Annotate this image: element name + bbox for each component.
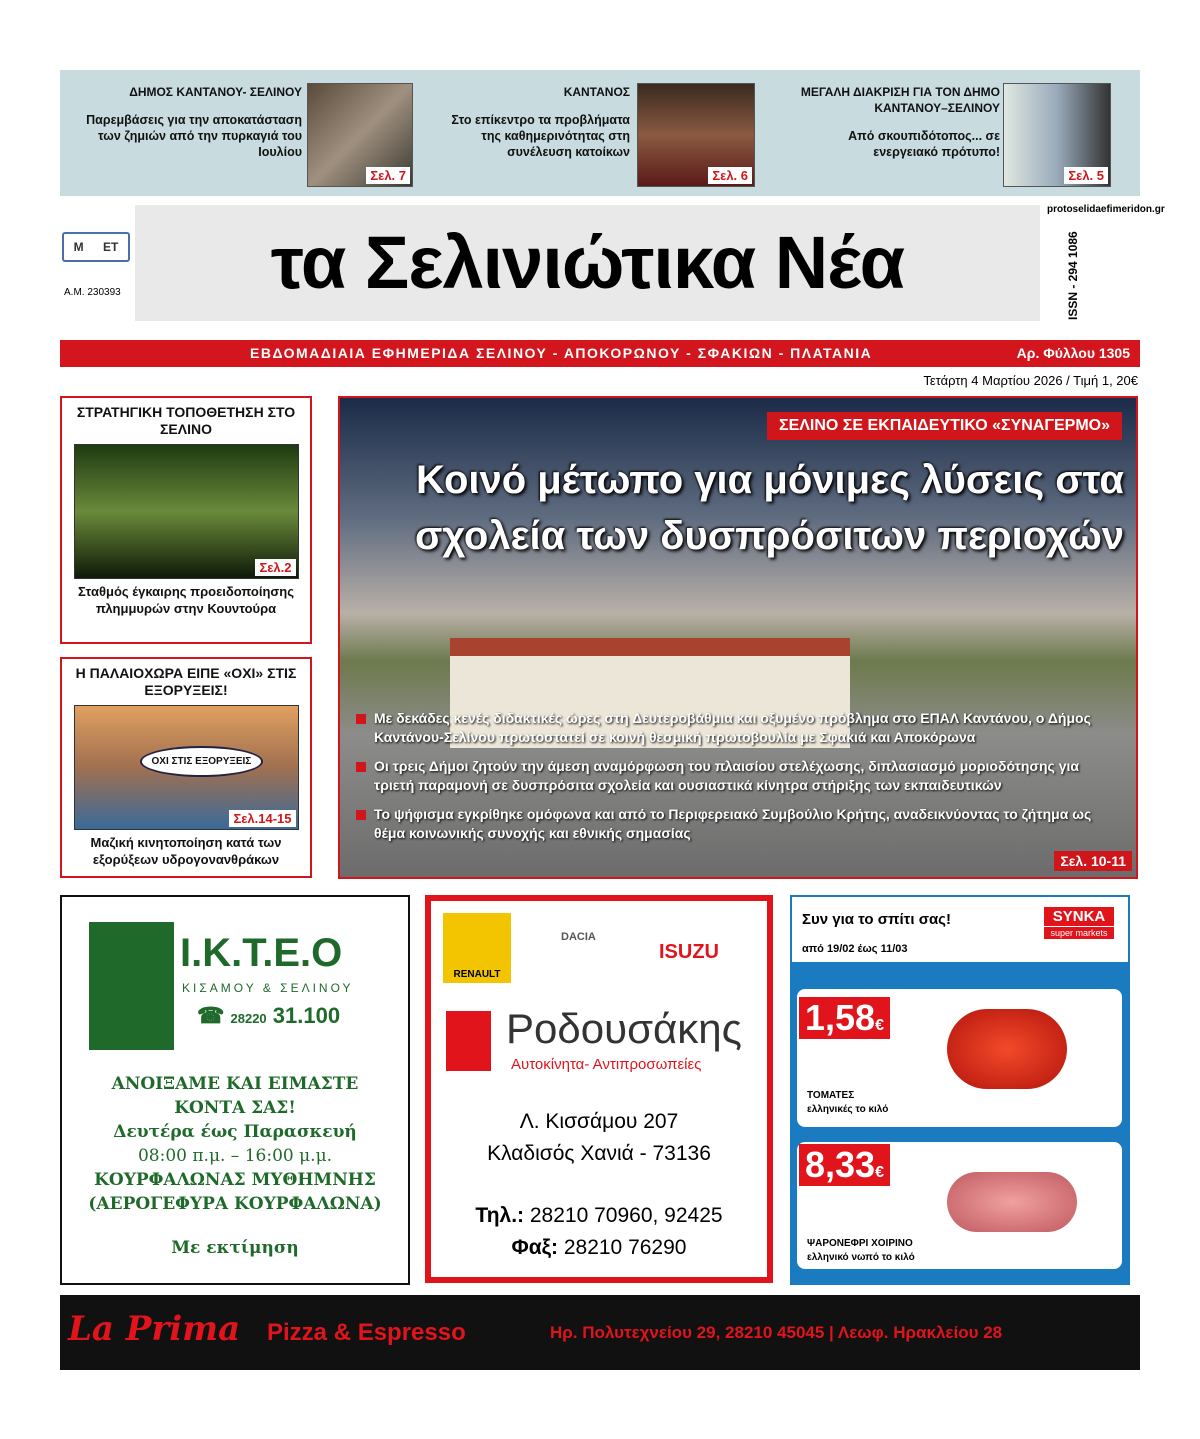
side-story-2-image: ΟΧΙ ΣΤΙΣ ΕΞΟΡΥΞΕΙΣ Σελ.14-15	[74, 705, 299, 830]
teaser-2[interactable]: ΚΑΝΤΑΝΟΣ Στο επίκεντρο τα προβλήματα της καθημερινότητας στη συνέλευση κατοίκων	[451, 85, 630, 159]
side-story-2[interactable]: Η ΠΑΛΑΙΟΧΩΡΑ ΕΙΠΕ «ΟΧΙ» ΣΤΙΣ ΕΞΟΡΥΞΕΙΣ! ΟΧΙ ΣΤΙΣ ΕΞΟΡΥΞΕΙΣ Σελ.14-15 Μαζική κινητοποίηση κατά των εξορύξεων υδρογονανθράκων	[60, 657, 312, 878]
lead-story[interactable]: ΣΕΛΙΝΟ ΣΕ ΕΚΠΑΙΔΕΥΤΙΚΟ «ΣΥΝΑΓΕΡΜΟ» Κοινό μέτωπο για μόνιμες λύσεις στα σχολεία των δυσπρόσιτων περιοχών Με δεκάδες κενές διδακτικές ώρες στη Δευτεροβάθμια και οξυμένο πρόβλημα στο ΕΠΑΛ Καντάνου, ο Δήμος Καντάνου-Σελίνου πρωτοστατεί σε κοινή θεσμική πρωτοβουλία με Σφακιά και Αποκόρωνα Οι τρεις Δήμοι ζητούν την άμεση αναμόρφωση του πλαισίου στελέχωσης, διπλασιασμό μοριοδότησης για τριετή παραμονή σε δυσπρόσιτα σχολεία και ουσιαστικά κίνητρα στήριξης των εκπαιδευτικών Το ψήφισμα εγκρίθηκε ομόφωνα και από το Περιφερειακό Συμβούλιο Κρήτης, αναδεικνύοντας το ζήτημα ως θέμα κοινωνικής συνοχής και εθνικής σημασίας Σελ. 10-11	[338, 396, 1138, 879]
lead-kicker: ΣΕΛΙΝΟ ΣΕ ΕΚΠΑΙΔΕΥΤΙΚΟ «ΣΥΝΑΓΕΡΜΟ»	[767, 412, 1122, 440]
protest-banner: ΟΧΙ ΣΤΙΣ ΕΞΟΡΥΞΕΙΣ	[140, 746, 264, 777]
side-story-1[interactable]: ΣΤΡΑΤΗΓΙΚΗ ΤΟΠΟΘΕΤΗΣΗ ΣΤΟ ΣΕΛΙΝΟ Σελ.2 Σταθμός έγκαιρης προειδοποίησης πλημμυρών στην Κουντούρα	[60, 396, 312, 644]
side-story-1-image: Σελ.2	[74, 444, 299, 579]
synka-item-tomatoes: 1,58€ ΤΟΜΑΤΕΣ ελληνικές το κιλό	[797, 989, 1122, 1127]
met-logo: Μ ΕΤ	[62, 232, 130, 262]
teaser-strip	[60, 70, 1140, 196]
watermark: protoselidaefimeridon.gr	[1047, 204, 1165, 215]
issue-number: Αρ. Φύλλου 1305	[1016, 345, 1130, 361]
dateline: Τετάρτη 4 Μαρτίου 2026 / Τιμή 1, 20€	[923, 373, 1138, 388]
teaser-3-image: Σελ. 5	[1003, 83, 1111, 187]
teaser-3[interactable]: ΜΕΓΑΛΗ ΔΙΑΚΡΙΣΗ ΓΙΑ ΤΟΝ ΔΗΜΟ ΚΑΝΤΑΝΟΥ–ΣΕΛΙΝΟΥ Από σκουπιδότοπος... σε ενεργειακό πρότυπο!	[800, 85, 1000, 159]
registration-number: Α.Μ. 230393	[64, 287, 121, 298]
lead-bullets: Με δεκάδες κενές διδακτικές ώρες στη Δευτεροβάθμια και οξυμένο πρόβλημα στο ΕΠΑΛ Καντάνου, ο Δήμος Καντάνου-Σελίνου πρωτοστατεί σε κοινή θεσμική πρωτοβουλία με Σφακιά και Αποκόρωνα Οι τρεις Δήμοι ζητούν την άμεση αναμόρφωση του πλαισίου στελέχωσης, διπλασιασμό μοριοδότησης για τριετή παραμονή σε δυσπρόσιτα σχολεία και ουσιαστικά κίνητρα στήριξης των εκπαιδευτικών Το ψήφισμα εγκρίθηκε ομόφωνα και από το Περιφερειακό Συμβούλιο Κρήτης, αναδεικνύοντας το ζήτημα ως θέμα κοινωνικής συνοχής και εθνικής σημασίας	[356, 709, 1120, 843]
teaser-1[interactable]: ΔΗΜΟΣ ΚΑΝΤΑΝΟΥ- ΣΕΛΙΝΟΥ Παρεμβάσεις για την αποκατάσταση των ζημιών από την πυρκαγιά του Ιουλίου	[86, 85, 302, 159]
car-icon	[89, 922, 174, 1050]
pork-image	[947, 1172, 1077, 1232]
tagline-bar: ΕΒΔΟΜΑΔΙΑΙΑ ΕΦΗΜΕΡΙΔΑ ΣΕΛΙΝΟΥ - ΑΠΟΚΟΡΩΝΟΥ - ΣΦΑΚΙΩΝ - ΠΛΑΤΑΝΙΑ Αρ. Φύλλου 1305	[60, 340, 1140, 367]
issn: ISSN - 294 1086	[1066, 231, 1080, 320]
lead-headline: Κοινό μέτωπο για μόνιμες λύσεις στα σχολεία των δυσπρόσιτων περιοχών	[414, 458, 1124, 558]
synka-item-pork: 8,33€ ΨΑΡΟΝΕΦΡΙ ΧΟΙΡΙΝΟ ελληνικό νωπό το κιλό	[797, 1142, 1122, 1269]
ikteo-ad[interactable]: Ι.Κ.Τ.Ε.Ο ΚΙΣΑΜΟΥ & ΣΕΛΙΝΟΥ ☎ 28220 31.100 ΑΝΟΙΞΑΜΕ ΚΑΙ ΕΙΜΑΣΤΕ ΚΟΝΤΑ ΣΑΣ! Δευτέρα έως Παρασκευή 08:00 π.μ. – 16:00 μ.μ. ΚΟΥΡΦΑΛΩΝΑΣ ΜΥΘΗΜΝΗΣ (ΑΕΡΟΓΕΦΥΡΑ ΚΟΥΡΦΑΛΩΝΑ) Με εκτίμηση	[60, 895, 410, 1285]
rodousakis-ad[interactable]: RENAULT DACIA ISUZU Ροδουσάκης Αυτοκίνητα- Αντιπροσωπείες Λ. Κισσάμου 207 Κλαδισός Χανιά - 73136 Τηλ.: 28210 70960, 92425 Φαξ: 28210 76290	[425, 895, 773, 1283]
synka-ad[interactable]: Συν για το σπίτι σας! από 19/02 έως 11/03 SYNKA super markets 1,58€ ΤΟΜΑΤΕΣ ελληνικές το κιλό 8,33€ ΨΑΡΟΝΕΦΡΙ ΧΟΙΡΙΝΟ ελληνικό νωπό το κιλό	[790, 895, 1130, 1285]
rodousakis-logo	[446, 1011, 491, 1071]
masthead-title: τα Σελινιώτικα Νέα	[135, 205, 1040, 321]
teaser-1-image: Σελ. 7	[307, 83, 413, 187]
la-prima-banner[interactable]: La Prima Pizza & Espresso Ηρ. Πολυτεχνείου 29, 28210 45045 | Λεωφ. Ηρακλείου 28	[60, 1295, 1140, 1370]
teaser-2-image: Σελ. 6	[637, 83, 755, 187]
tomato-image	[947, 1009, 1067, 1089]
